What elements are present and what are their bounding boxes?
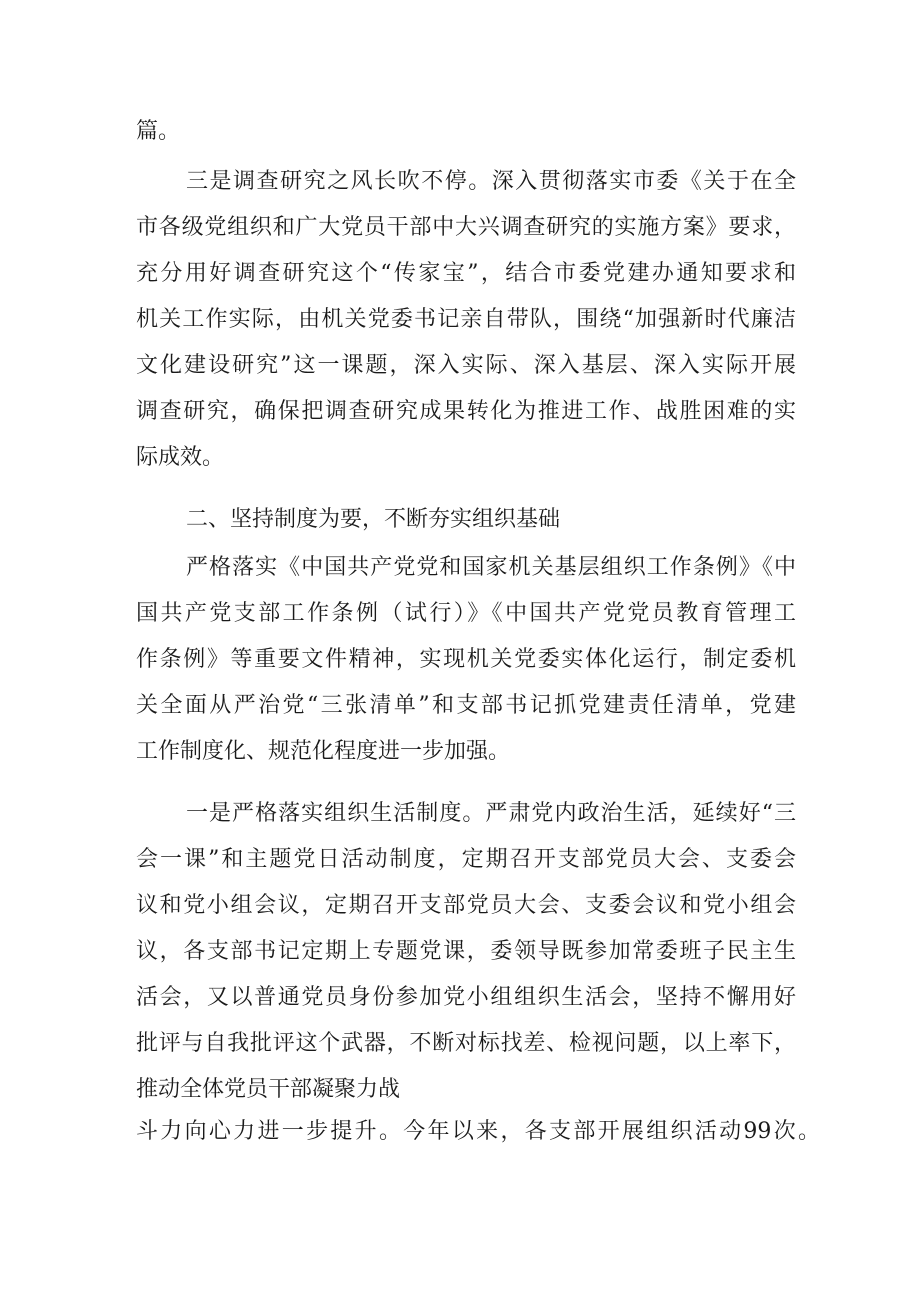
text-line: 推动全体党员干部凝聚力战	[136, 1077, 401, 1102]
text-line: 议和党小组会议，定期召开支部党员大会、支委会议和党小组会	[136, 893, 796, 918]
text-line: 作条例》等重要文件精神，实现机关党委实体化运行，制定委机	[136, 647, 796, 672]
text-line: 充分用好调查研究这个“传家宝”，结合市委党建办通知要求和	[136, 261, 796, 286]
text-line: 批评与自我批评这个武器，不断对标找差、检视问题，以上率下，	[136, 1031, 796, 1056]
text-line: 议，各支部书记定期上专题党课，委领导既参加常委班子民主生	[136, 939, 796, 964]
text-line: 文化建设研究”这一课题，深入实际、深入基层、深入实际开展	[136, 353, 796, 378]
text-line: 国共产党支部工作条例（试行）》《中国共产党党员教育管理工	[136, 601, 796, 626]
text-line: 三是调查研究之风长吹不停。深入贯彻落实市委《关于在全	[186, 169, 796, 194]
section-heading: 二、坚持制度为要，不断夯实组织基础	[186, 507, 561, 532]
text-line: 一是严格落实组织生活制度。严肃党内政治生活，延续好“三	[186, 801, 796, 826]
text-line: 机关工作实际，由机关党委书记亲自带队，围绕“加强新时代廉洁	[136, 307, 796, 332]
text-line: 工作制度化、规范化程度进一步加强。	[136, 739, 511, 764]
text-line: 活会，又以普通党员身份参加党小组组织生活会，坚持不懈用好	[136, 985, 796, 1010]
text-line: 市各级党组织和广大党员干部中大兴调查研究的实施方案》要求，	[136, 215, 796, 240]
text-line: 关全面从严治党“三张清单”和支部书记抓党建责任清单，党建	[136, 693, 796, 718]
text-line: 会一课”和主题党日活动制度，定期召开支部党员大会、支委会	[136, 847, 796, 872]
text-line: 严格落实《中国共产党党和国家机关基层组织工作条例》《中	[186, 555, 796, 580]
text-line: 调查研究，确保把调查研究成果转化为推进工作、战胜困难的实	[136, 399, 796, 424]
text-line: 际成效。	[136, 445, 225, 470]
text-line: 篇。	[136, 119, 181, 144]
text-line: 斗力向心力进一步提升。今年以来，各支部开展组织活动99次。	[136, 1119, 820, 1144]
